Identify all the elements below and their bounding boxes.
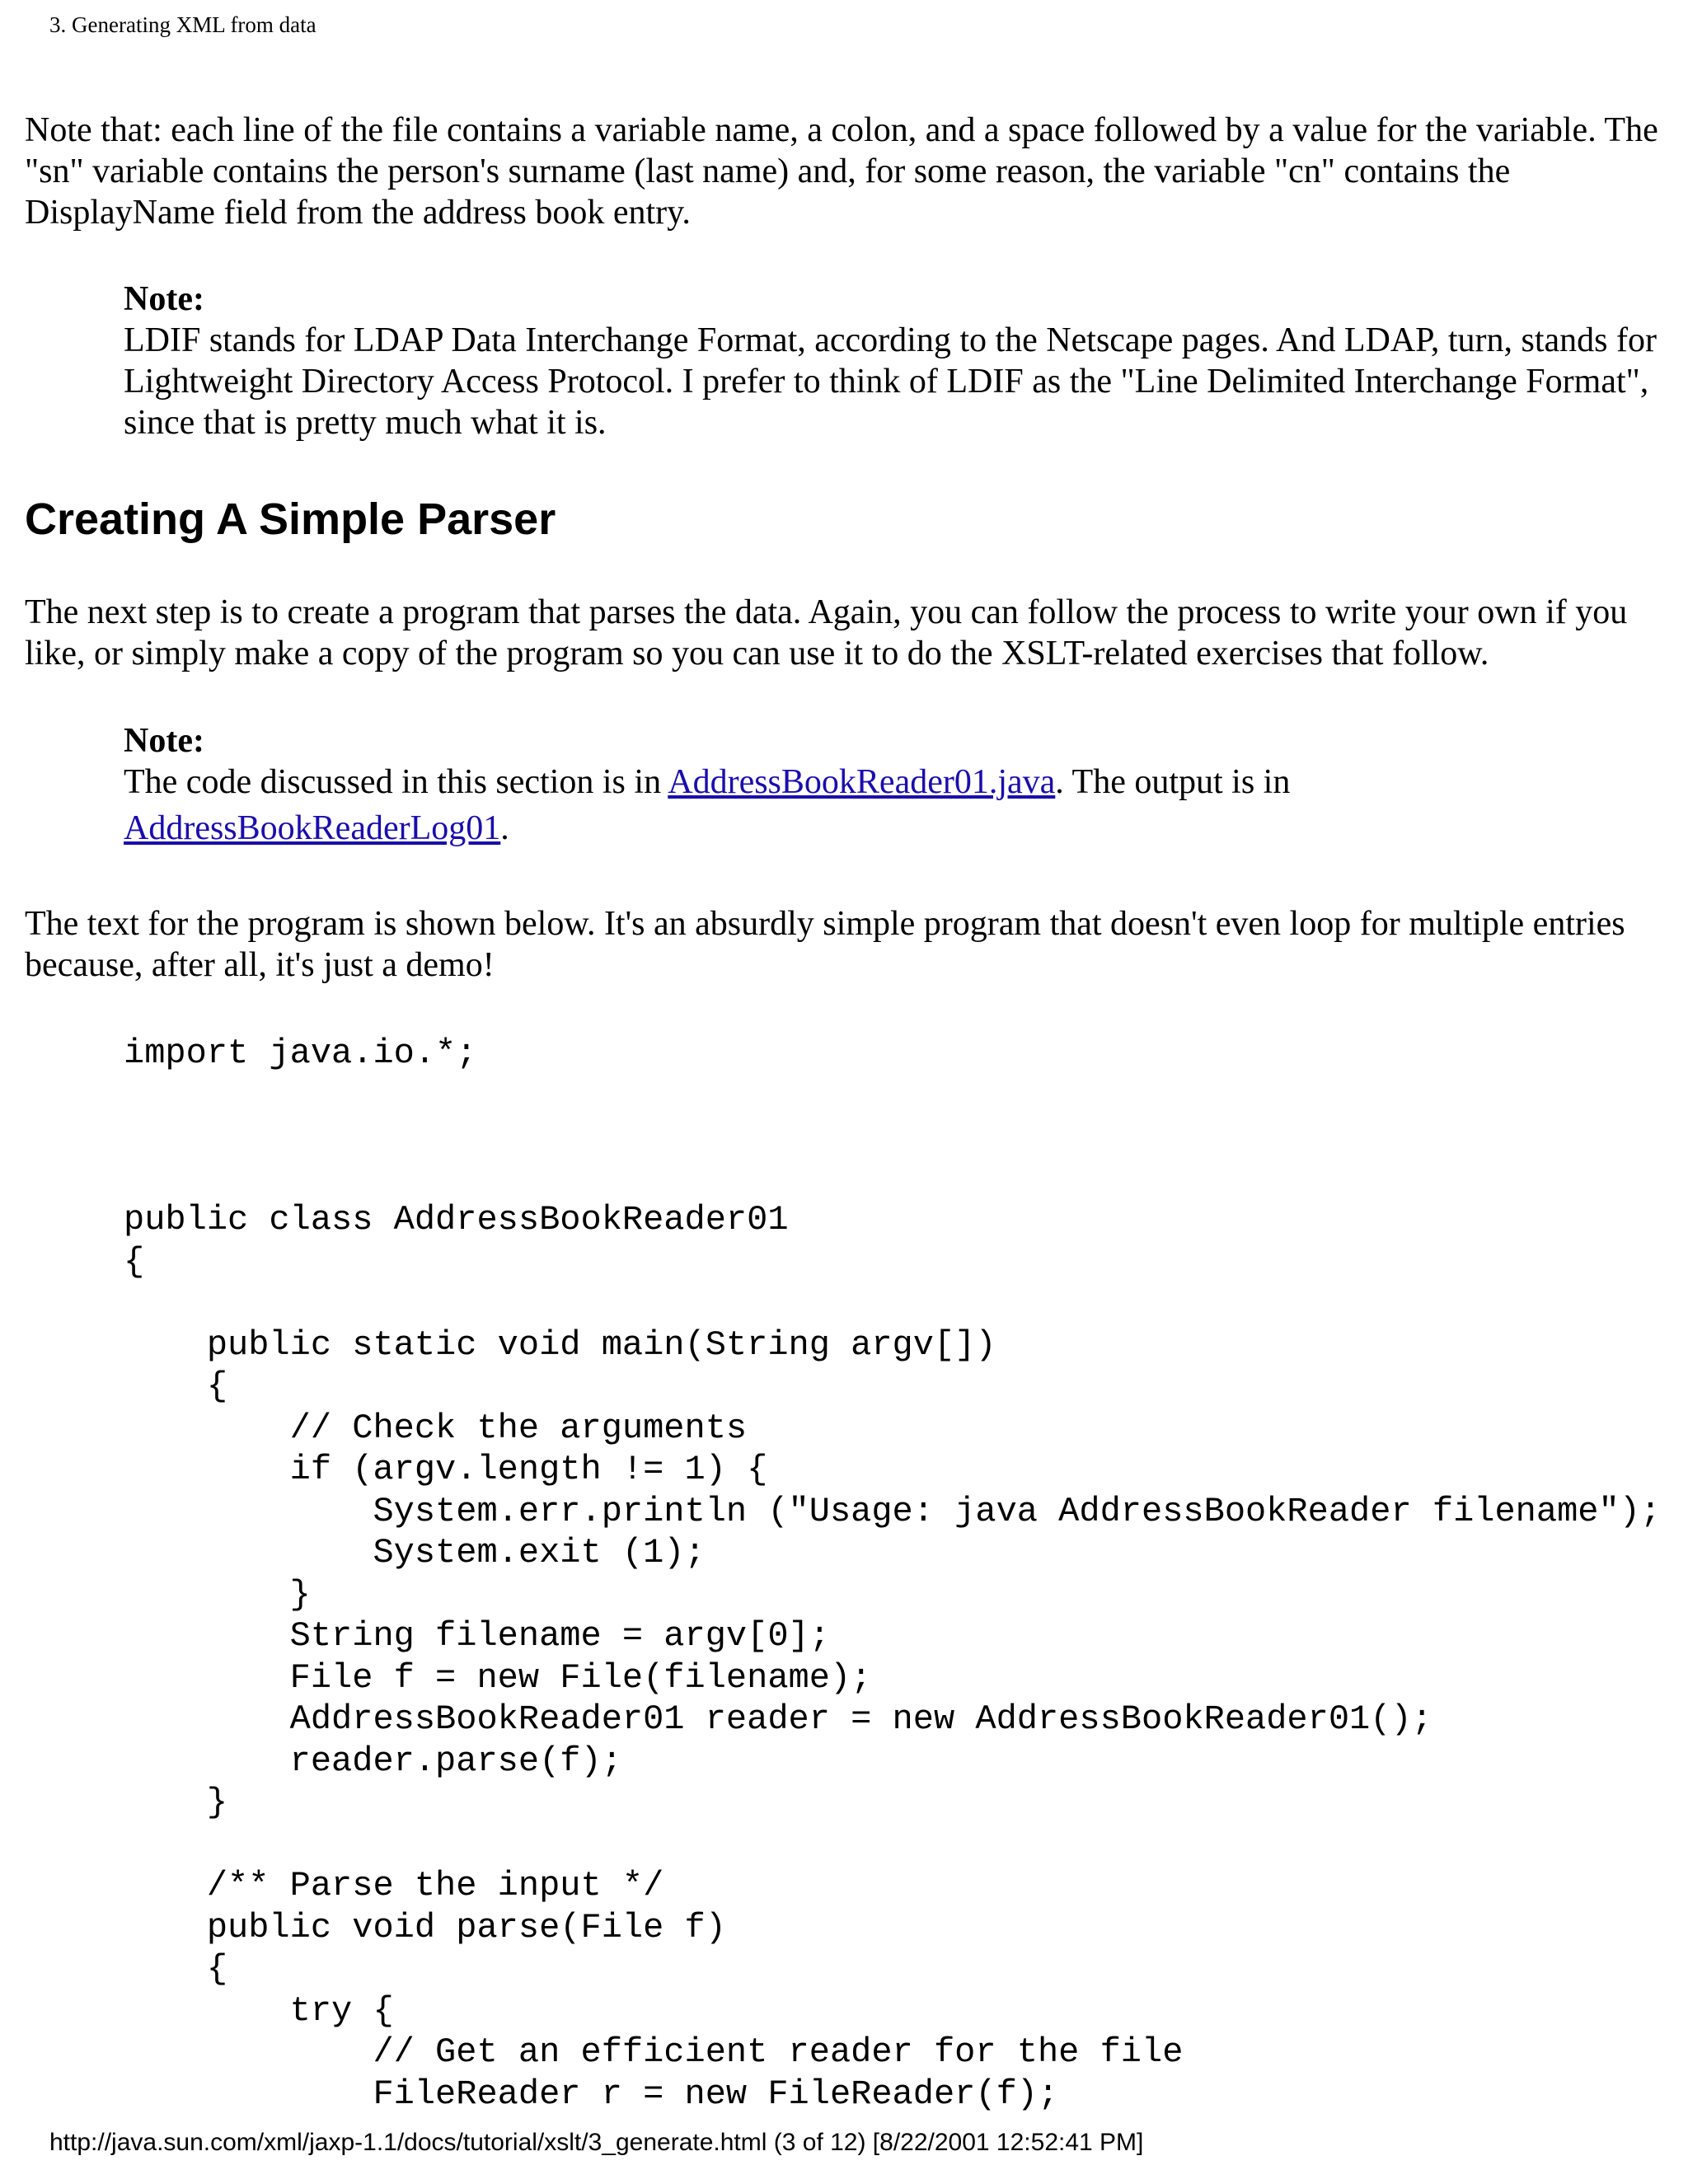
note-label: Note: — [124, 280, 204, 318]
code-line: public static void main(String argv[]) — [124, 1324, 996, 1365]
code-line — [124, 1158, 1661, 1200]
code-line: } — [124, 1574, 311, 1615]
note-label: Note: — [124, 722, 204, 760]
link-addressbookreaderlog01[interactable]: AddressBookReaderLog01 — [124, 809, 501, 847]
intro-paragraph: Note that: each line of the file contains a variable name, a colon, and a space followed by a value for the variable. The "sn" variable contains the person's surname (last name) and, for some reason, the variable "cn" contains the DisplayName field from the address book entry. — [25, 111, 1658, 232]
code-line: /** Parse the input */ — [124, 1866, 664, 1905]
page-header: 3. Generating XML from data — [49, 12, 316, 37]
code-line: { — [124, 1366, 228, 1406]
page-footer-url: http://java.sun.com/xml/jaxp-1.1/docs/tutorial/xslt/3_generate.html (3 of 12) [8/22/2001 12:52:41 PM] — [49, 2129, 1144, 2156]
note-ldif — [124, 279, 1657, 443]
note-text: The code discussed in this section is in — [124, 763, 668, 801]
link-addressbookreader01-java[interactable]: AddressBookReader01.java — [668, 763, 1056, 801]
code-line: reader.parse(f); — [124, 1741, 622, 1781]
code-line: // Get an efficient reader for the file — [124, 2032, 1184, 2072]
code-block — [124, 1033, 1661, 2115]
code-line: AddressBookReader01 reader = new AddressBookReader01(); — [124, 1699, 1432, 1739]
code-line: import java.io.*; — [124, 1033, 477, 1073]
code-line: { — [124, 1949, 228, 1989]
code-line — [124, 1824, 1661, 1866]
code-line: String filename = argv[0]; — [124, 1616, 830, 1656]
code-line — [124, 1282, 1661, 1324]
code-line: FileReader r = new FileReader(f); — [124, 2074, 1059, 2114]
parser-intro-paragraph: The next step is to create a program that parses the data. Again, you can follow the process to write your own if you like, or simply make a copy of the program so you can use it to do the XSLT-related exercises that follow. — [25, 593, 1628, 673]
code-line: System.err.println ("Usage: java AddressBookReader filename"); — [124, 1491, 1662, 1531]
code-line: System.exit (1); — [124, 1533, 706, 1572]
code-line — [124, 1075, 1661, 1117]
code-line: { — [124, 1241, 145, 1282]
section-heading: Creating A Simple Parser — [25, 494, 556, 544]
program-intro-paragraph: The text for the program is shown below. It's an absurdly simple program that doesn't even loop for multiple entries because, after all, it's just a demo! — [25, 905, 1625, 984]
code-line: if (argv.length != 1) { — [124, 1450, 768, 1489]
code-line: public void parse(File f) — [124, 1907, 726, 1947]
code-line: // Check the arguments — [124, 1408, 748, 1448]
code-line — [124, 1116, 1661, 1158]
code-line: public class AddressBookReader01 — [124, 1200, 789, 1240]
code-line: File f = new File(filename); — [124, 1657, 872, 1698]
note-code-location — [124, 720, 1657, 849]
note-text: . — [500, 809, 509, 847]
note-text: . The output is in — [1055, 763, 1291, 801]
code-line: } — [124, 1783, 228, 1822]
note-text: LDIF stands for LDAP Data Interchange Format, according to the Netscape pages. And LDAP, turn, stands for Lightweight Directory Access Protocol. I prefer to think of LDIF as the "Line Delimited Interchange Format", since that is pretty much what it is. — [124, 321, 1657, 442]
code-line: try { — [124, 1990, 394, 2031]
